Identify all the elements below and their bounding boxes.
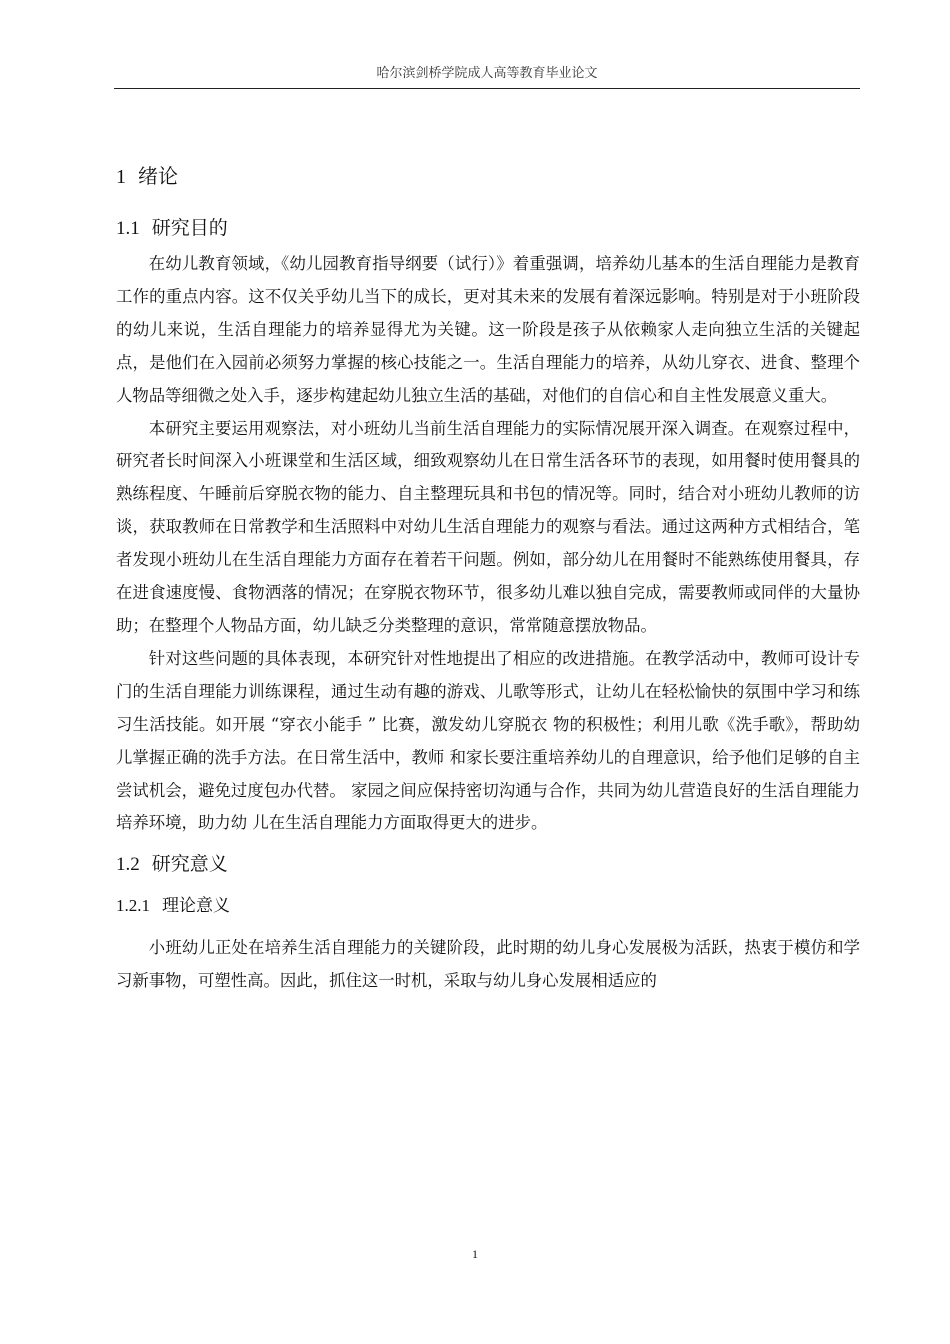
section-title: 研究目的 <box>151 217 228 239</box>
body-paragraph: 小班幼儿正处在培养生活自理能力的关键阶段，此时期的幼儿身心发展极为活跃，热衷于模仿和学习新事物，可塑性高。因此，抓住这一时机，采取与幼儿身心发展相适应的 <box>116 938 860 991</box>
chapter-number: 1 <box>116 166 126 188</box>
paper-body <box>116 158 860 998</box>
section-title: 研究意义 <box>151 853 228 876</box>
section-number: 1.1 <box>116 218 140 239</box>
section-number: 1.2 <box>116 854 140 876</box>
body-paragraph: 本研究主要运用观察法，对小班幼儿当前生活自理能力的实际情况展开深入调查。在观察过程中，研究者长时间深入小班课堂和生活区域，细致观察幼儿在日常生活各环节的表现，如用餐时使用餐具的熟练程度、午睡前后穿脱衣物的能力、自主整理玩具和书包的情况等。同时，结合对小班幼儿教师的访谈，获取教师在日常教学和生活照料中对幼儿生活自理能力的观察与看法。通过这两种方式相结合，笔者发现小班幼儿在生活自理能力方面存在着若干问题。例如，部分幼儿在用餐时不能熟练使用餐具，存在进食速度慢、食物洒落的情况；在穿脱衣物环节，很多幼儿难以独自完成，需要教师或同伴的大量协助；在整理个人物品方面，幼儿缺乏分类整理的意识，常常随意摆放物品。 <box>116 418 860 635</box>
page-number: 1 <box>472 1247 478 1261</box>
subsection-title: 理论意义 <box>162 896 230 917</box>
chapter-heading <box>116 158 860 194</box>
section-heading-1-2 <box>116 844 860 884</box>
subsection-heading-1-2-1 <box>116 888 860 924</box>
chapter-title: 绪论 <box>138 164 178 188</box>
section-heading-1-1 <box>116 208 860 248</box>
body-paragraph: 在幼儿教育领域，《幼儿园教育指导纲要（试行）》着重强调，培养幼儿基本的生活自理能力是教育工作的重点内容。这不仅关乎幼儿当下的成长，更对其未来的发展有着深远影响。特别是对于小班阶段的幼儿来说，生活自理能力的培养显得尤为关键。这一阶段是孩子从依赖家人走向独立生活的关键起点，是他们在入园前必须努力掌握的核心技能之一。生活自理能力的培养，从幼儿穿衣、进食、整理个人物品等细微之处入手，逐步构建起幼儿独立生活的基础，对他们的自信心和自主性发展意义重大。 <box>116 254 860 405</box>
body-paragraph: 针对这些问题的具体表现，本研究针对性地提出了相应的改进措施。在教学活动中，教师可设计专门的生活自理能力训练课程，通过生动有趣的游戏、儿歌等形式，让幼儿在轻松愉快的氛围中学习和练习生活技能。如开展 “穿衣小能手 ” 比赛，激发幼儿穿脱衣 物的积极性；利用儿歌《洗手歌》，帮助幼儿掌握正确的洗手方法。在日常生活中，教师 和家长要注重培养幼儿的自理意识，给予他们足够的自主尝试机会，避免过度包办代替。 家园之间应保持密切沟通与合作，共同为幼儿营造良好的生活自理能力培养环境，助力幼 儿在生活自理能力方面取得更大的进步。 <box>116 648 860 833</box>
subsection-number: 1.2.1 <box>116 896 150 916</box>
running-header: 哈尔滨剑桥学院成人高等教育毕业论文 <box>114 62 860 89</box>
